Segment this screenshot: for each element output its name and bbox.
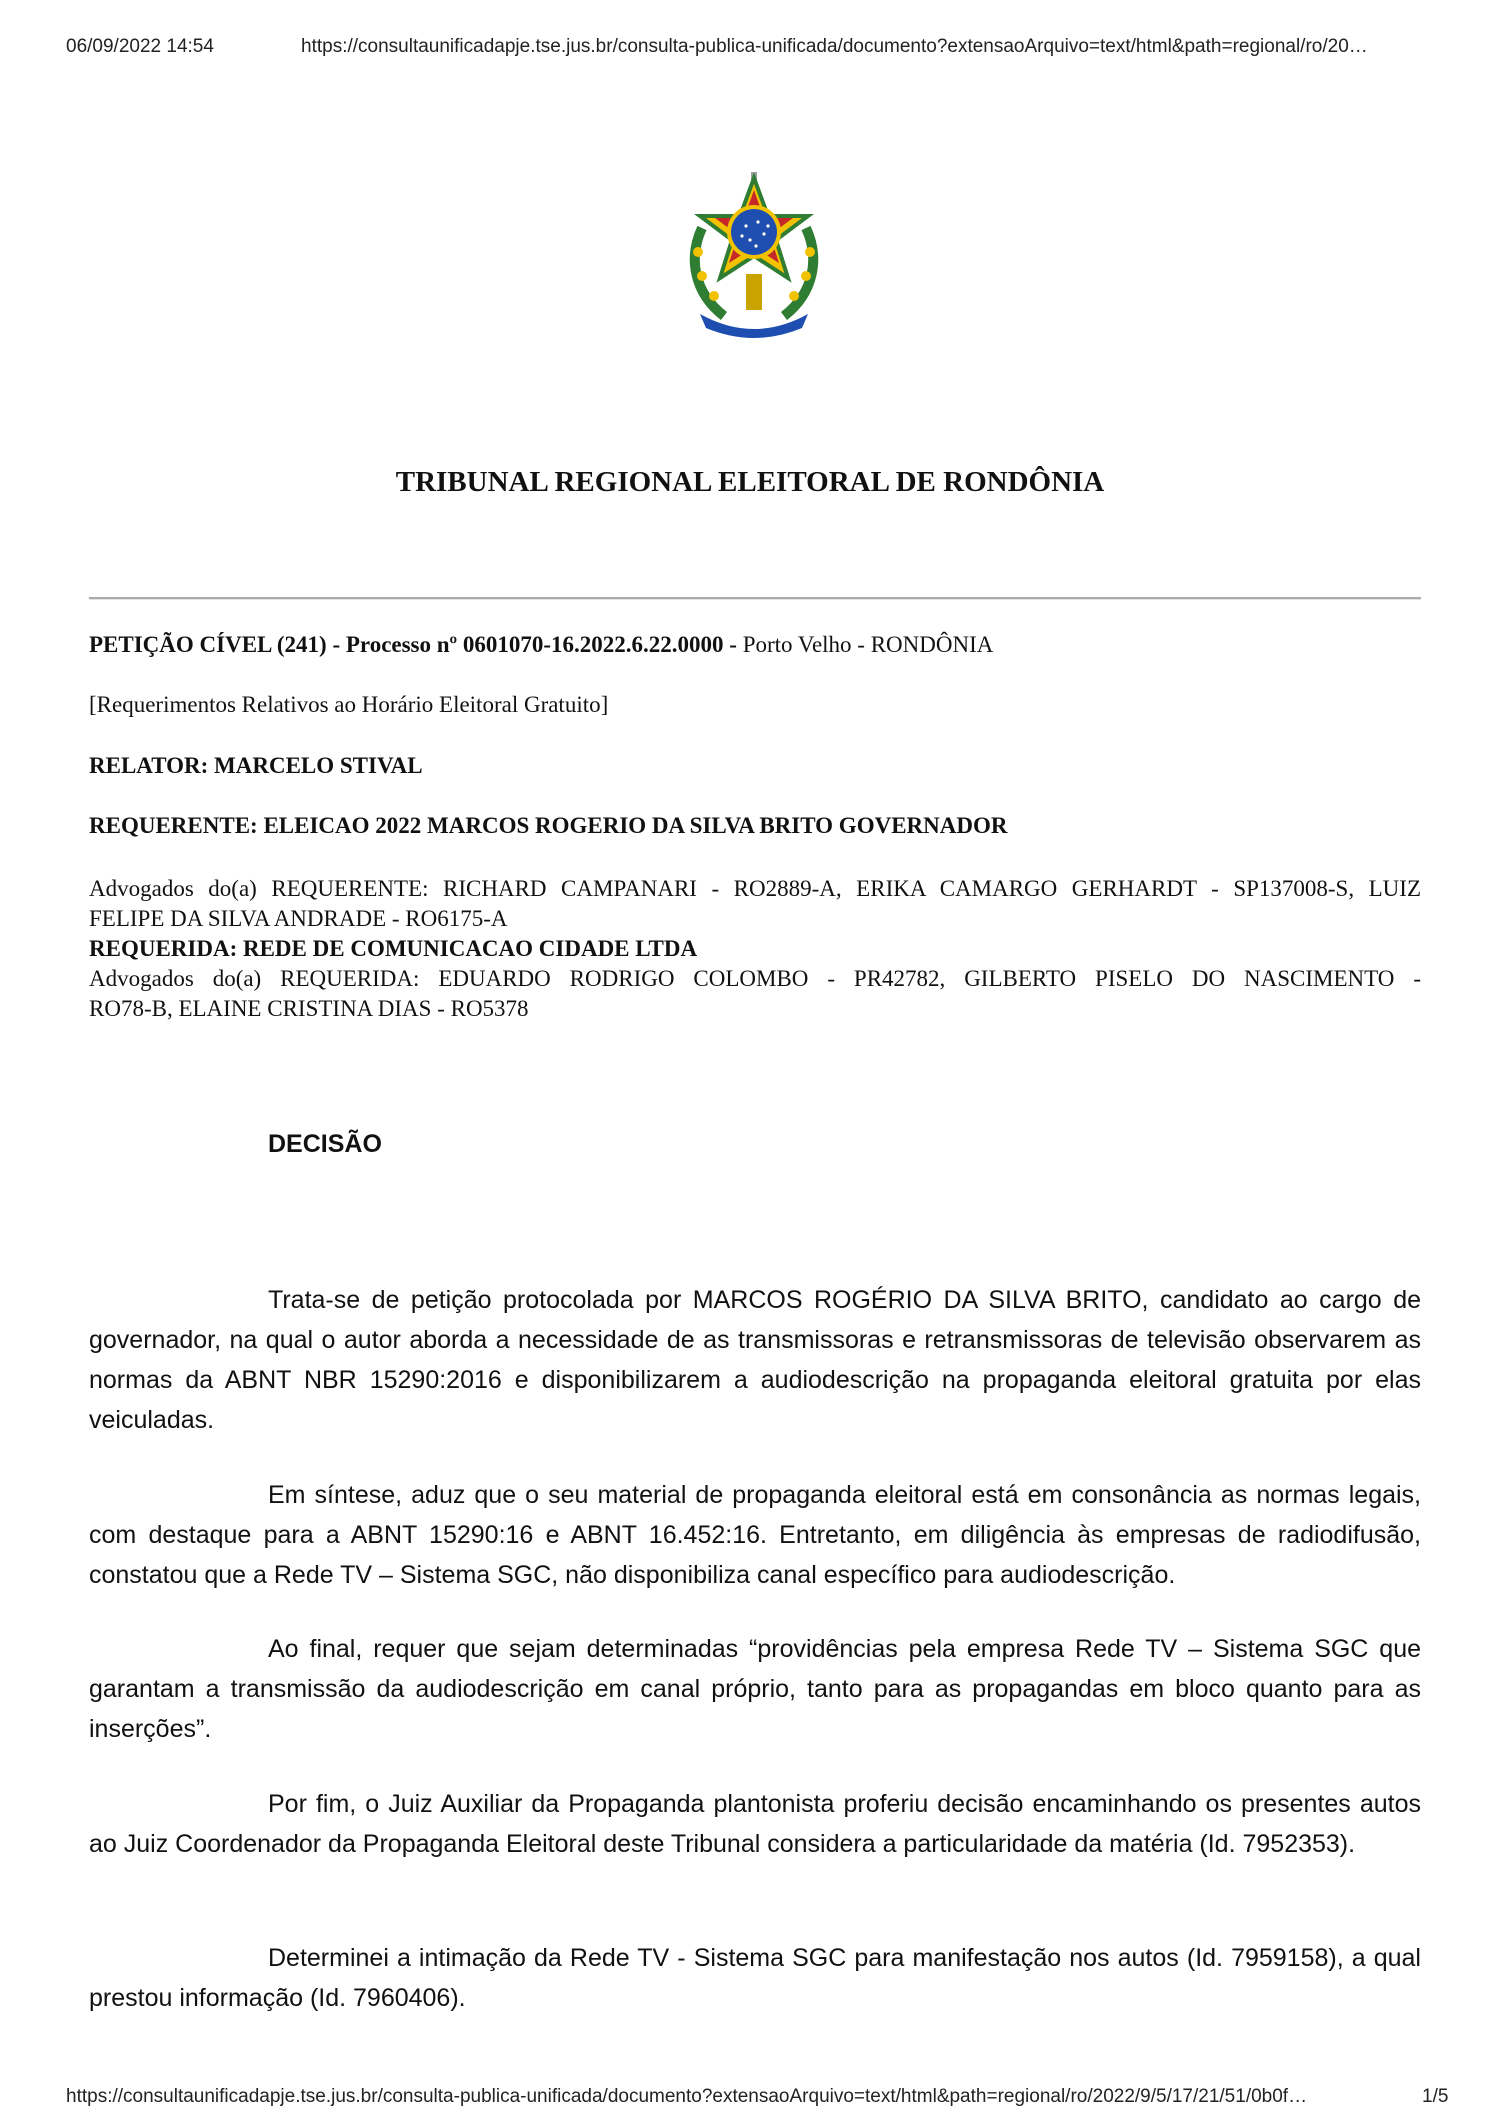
header-divider <box>89 597 1421 600</box>
court-title: TRIBUNAL REGIONAL ELEITORAL DE RONDÔNIA <box>395 466 1105 498</box>
print-footer-url: https://consultaunificadapje.tse.jus.br/consulta-publica-unificada/documento?extensaoArquivo=text/html&path=regional/ro/2022/9/5/17/21/51/0b0f… <box>66 2086 1308 2107</box>
brazil-coat-of-arms-icon <box>680 168 828 338</box>
parties-block <box>89 874 1421 1024</box>
print-datetime: 06/09/2022 14:54 <box>66 36 214 57</box>
advogados-requerida-line1: Advogados do(a) REQUERIDA: EDUARDO RODRIGO COLOMBO - PR42782, GILBERTO PISELO DO NASCIMENTO - <box>89 966 1421 991</box>
decision-paragraph: Ao final, requer que sejam determinadas “providências pela empresa Rede TV – Sistema SGC que garantam a transmissão da audiodescrição em canal próprio, tanto para as propagandas em bloco quanto para as inserções”. <box>89 1635 1421 1743</box>
process-subject: [Requerimentos Relativos ao Horário Eleitoral Gratuito] <box>89 692 609 717</box>
page-number: 1/5 <box>1422 2086 1449 2107</box>
print-header-url: https://consultaunificadapje.tse.jus.br/consulta-publica-unificada/documento?extensaoArquivo=text/html&path=regional/ro/20… <box>301 36 1368 57</box>
process-location: Porto Velho - RONDÔNIA <box>736 632 994 657</box>
process-line <box>89 630 1421 660</box>
requerida: REQUERIDA: REDE DE COMUNICACAO CIDADE LTDA <box>89 936 698 961</box>
decision-paragraph: Por fim, o Juiz Auxiliar da Propaganda plantonista proferiu decisão encaminhando os presentes autos ao Juiz Coordenador da Propaganda Eleitoral deste Tribunal considera a particularidade da matéria (Id. 7952353). <box>89 1790 1421 1858</box>
decision-paragraph: Em síntese, aduz que o seu material de propaganda eleitoral está em consonância as normas legais, com destaque para a ABNT 15290:16 e ABNT 16.452:16. Entretanto, em diligência às empresas de radiodifusão, constatou que a Rede TV – Sistema SGC, não disponibiliza canal específico para audiodescrição. <box>89 1481 1421 1589</box>
relator: RELATOR: MARCELO STIVAL <box>89 753 423 778</box>
decision-paragraph: Determinei a intimação da Rede TV - Sistema SGC para manifestação nos autos (Id. 7959158), a qual prestou informação (Id. 7960406). <box>89 1944 1421 2012</box>
advogados-requerida-line2: RO78-B, ELAINE CRISTINA DIAS - RO5378 <box>89 996 529 1021</box>
advogados-requerente-line2: FELIPE DA SILVA ANDRADE - RO6175-A <box>89 906 508 931</box>
decision-paragraph: Trata-se de petição protocolada por MARCOS ROGÉRIO DA SILVA BRITO, candidato ao cargo de governador, na qual o autor aborda a necessidade de as transmissoras e retransmissoras de televisão observarem as normas da ABNT NBR 15290:2016 e disponibilizarem a audiodescrição na propaganda eleitoral gratuita por elas veiculadas. <box>89 1286 1421 1434</box>
process-number: PETIÇÃO CÍVEL (241) - Processo nº 0601070-16.2022.6.22.0000 - <box>89 632 737 657</box>
decision-title: DECISÃO <box>268 1130 382 1158</box>
requerente: REQUERENTE: ELEICAO 2022 MARCOS ROGERIO DA SILVA BRITO GOVERNADOR <box>89 813 1008 838</box>
advogados-requerente-line1: Advogados do(a) REQUERENTE: RICHARD CAMPANARI - RO2889-A, ERIKA CAMARGO GERHARDT - SP137008-S, LUIZ <box>89 876 1421 901</box>
